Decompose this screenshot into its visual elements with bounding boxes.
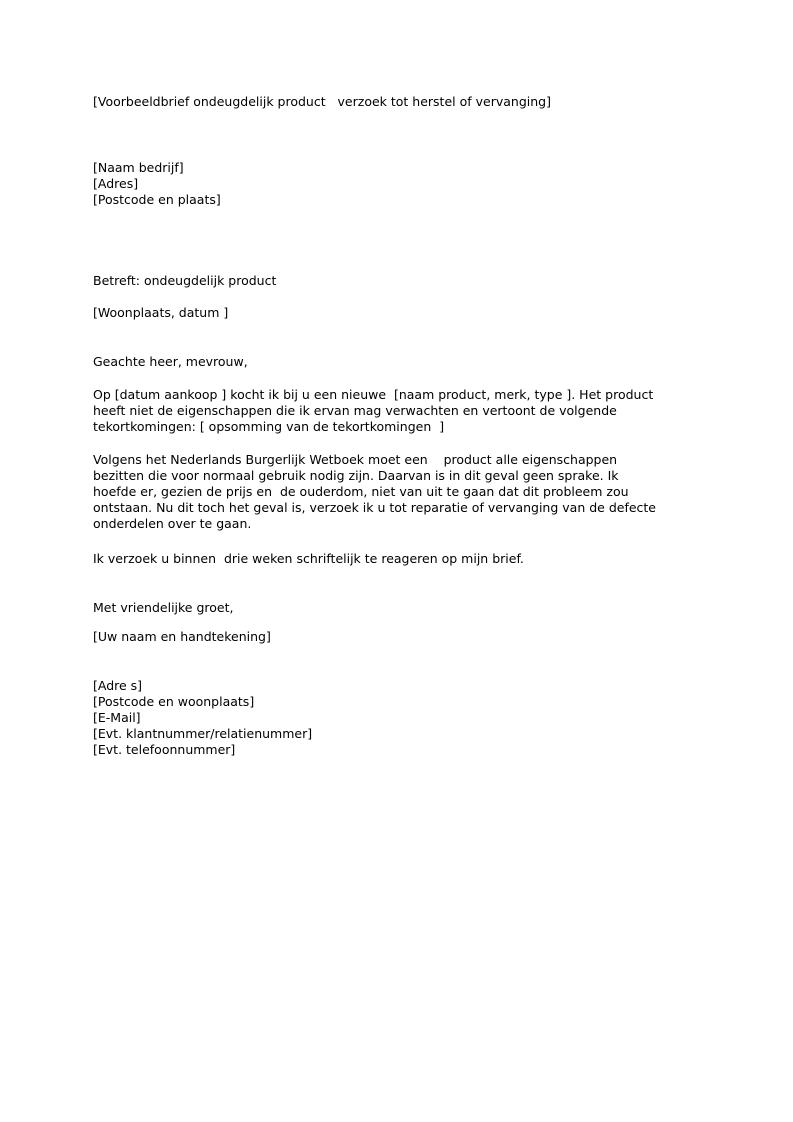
body-paragraph-2 xyxy=(93,452,656,532)
recipient-address-block xyxy=(93,160,221,208)
sender-email-line: [E-Mail] xyxy=(93,710,141,725)
salutation-block xyxy=(93,354,248,370)
body-line: onderdelen over te gaan. xyxy=(93,516,252,531)
body-line: hoefde er, gezien de prijs en de ouderdom, niet van uit te gaan dat dit probleem zou xyxy=(93,484,629,499)
body-line: heeft niet de eigenschappen die ik ervan mag verwachten en vertoont de volgende xyxy=(93,403,617,418)
body-paragraph-1 xyxy=(93,387,653,435)
closing-block xyxy=(93,600,234,616)
letter-title: [Voorbeeldbrief ondeugdelijk product verzoek tot herstel of vervanging] xyxy=(93,94,551,109)
sender-customer-number-line: [Evt. klantnummer/relatienummer] xyxy=(93,726,313,741)
body-line: bezitten die voor normaal gebruik nodig zijn. Daarvan is in dit geval geen sprake. Ik xyxy=(93,468,619,483)
subject-line: Betreft: ondeugdelijk product xyxy=(93,273,277,288)
recipient-address-line: [Adres] xyxy=(93,176,139,191)
body-line: Op [datum aankoop ] kocht ik bij u een nieuwe [naam product, merk, type ]. Het product xyxy=(93,387,654,402)
sender-details-block xyxy=(93,678,312,758)
sender-phone-line: [Evt. telefoonnummer] xyxy=(93,742,236,757)
sender-postcode-line: [Postcode en woonplaats] xyxy=(93,694,255,709)
response-request-line: Ik verzoek u binnen drie weken schriftelijk te reageren op mijn brief. xyxy=(93,551,524,566)
sender-address-line: [Adre s] xyxy=(93,678,143,693)
recipient-company-line: [Naam bedrijf] xyxy=(93,160,184,175)
body-paragraph-3 xyxy=(93,551,524,567)
closing-line: Met vriendelijke groet, xyxy=(93,600,234,615)
body-line: ontstaan. Nu dit toch het geval is, verzoek ik u tot reparatie of vervanging van de defecte xyxy=(93,500,656,515)
recipient-postcode-line: [Postcode en plaats] xyxy=(93,192,221,207)
body-line: tekortkomingen: [ opsomming van de tekortkomingen ] xyxy=(93,419,445,434)
body-line: Volgens het Nederlands Burgerlijk Wetboek moet een product alle eigenschappen xyxy=(93,452,618,467)
place-date-block xyxy=(93,305,228,321)
salutation-line: Geachte heer, mevrouw, xyxy=(93,354,248,369)
letter-title-block xyxy=(93,94,551,110)
place-date-line: [Woonplaats, datum ] xyxy=(93,305,229,320)
signature-block xyxy=(93,629,271,645)
subject-block xyxy=(93,273,276,289)
signature-placeholder-line: [Uw naam en handtekening] xyxy=(93,629,271,644)
